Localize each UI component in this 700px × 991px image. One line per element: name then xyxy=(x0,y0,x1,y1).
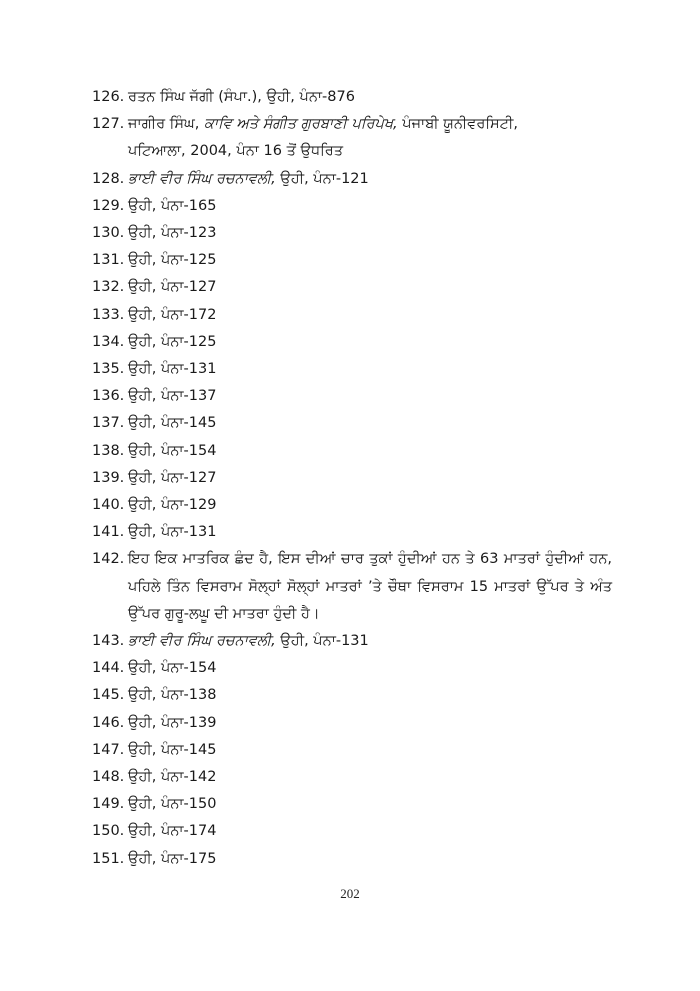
footnote-number: 138. xyxy=(92,442,125,459)
footnote-text: ਉਹੀ, ਪੰਨਾ-142 xyxy=(128,769,217,786)
footnote-item xyxy=(92,247,612,274)
footnote-number: 148. xyxy=(92,769,125,786)
footnote-text: ਉਹੀ, ਪੰਨਾ-172 xyxy=(128,306,217,323)
footnote-number: 130. xyxy=(92,225,125,242)
footnote-item xyxy=(92,764,612,791)
footnote-number: 136. xyxy=(92,388,125,405)
footnote-list xyxy=(92,84,612,873)
footnote-text: ਰਤਨ ਸਿੰਘ ਜੱਗੀ (ਸੰਪਾ.), ਉਹੀ, ਪੰਨਾ-876 xyxy=(128,89,355,105)
footnote-item xyxy=(92,818,612,845)
footnote-number: 131. xyxy=(92,252,125,269)
footnote-book-title: ਭਾਈ ਵੀਰ ਸਿੰਘ ਰਚਨਾਵਲੀ, xyxy=(128,633,276,650)
footnote-text: ਉਹੀ, ਪੰਨਾ-150 xyxy=(128,796,217,813)
footnote-text: ਉਹੀ, ਪੰਨਾ-129 xyxy=(128,497,217,514)
footnote-item xyxy=(92,465,612,492)
footnote-number: 147. xyxy=(92,741,125,758)
footnote-number: 137. xyxy=(92,415,125,432)
footnote-text: ਉਹੀ, ਪੰਨਾ-154 xyxy=(128,442,217,459)
footnote-text xyxy=(128,111,612,165)
footnote-item xyxy=(92,166,612,193)
footnote-item xyxy=(92,383,612,410)
footnote-item xyxy=(92,546,612,628)
footnote-number: 141. xyxy=(92,524,125,541)
footnote-text: ਉਹੀ, ਪੰਨਾ-165 xyxy=(128,197,217,214)
footnote-item xyxy=(92,220,612,247)
footnote-number: 135. xyxy=(92,361,125,378)
footnote-item xyxy=(92,628,612,655)
footnote-text: ਉਹੀ, ਪੰਨਾ-137 xyxy=(128,388,217,405)
footnote-text: ਉਹੀ, ਪੰਨਾ-125 xyxy=(128,333,217,350)
footnote-text: ਉਹੀ, ਪੰਨਾ-138 xyxy=(128,687,217,704)
footnote-text: ਉਹੀ, ਪੰਨਾ-127 xyxy=(128,279,217,296)
footnote-number: 150. xyxy=(92,823,125,840)
footnote-text: ਉਹੀ, ਪੰਨਾ-131 xyxy=(128,524,217,541)
footnote-continuation: ਪਟਿਆਲਾ, 2004, ਪੰਨਾ 16 ਤੋਂ ਉਧਰਿਤ xyxy=(128,143,344,160)
footnote-number: 127. xyxy=(92,116,125,133)
footnote-number: 146. xyxy=(92,714,125,731)
footnote-text: ਉਹੀ, ਪੰਨਾ-175 xyxy=(128,850,217,867)
footnote-number: 151. xyxy=(92,850,125,867)
footnote-number: 143. xyxy=(92,633,125,650)
footnote-number: 134. xyxy=(92,333,125,350)
footnote-item xyxy=(92,356,612,383)
footnote-item xyxy=(92,274,612,301)
footnote-number: 128. xyxy=(92,170,125,187)
footnote-number: 142. xyxy=(92,551,125,568)
footnote-number: 133. xyxy=(92,306,125,323)
footnote-item xyxy=(92,519,612,546)
footnote-text: ਉਹੀ, ਪੰਨਾ-127 xyxy=(128,469,217,486)
footnote-book-title: ਭਾਈ ਵੀਰ ਸਿੰਘ ਰਚਨਾਵਲੀ, xyxy=(128,170,276,187)
footnote-item xyxy=(92,84,612,111)
footnote-item xyxy=(92,655,612,682)
footnote-reference: ਉਹੀ, ਪੰਨਾ-121 xyxy=(275,170,369,187)
footnote-number: 145. xyxy=(92,687,125,704)
footnote-number: 139. xyxy=(92,469,125,486)
footnote-item xyxy=(92,111,612,165)
footnote-text: ਉਹੀ, ਪੰਨਾ-145 xyxy=(128,741,217,758)
footnote-number: 144. xyxy=(92,660,125,677)
footnote-item xyxy=(92,492,612,519)
footnote-text: ਉਹੀ, ਪੰਨਾ-174 xyxy=(128,823,217,840)
footnote-item xyxy=(92,410,612,437)
footnote-text: ਉਹੀ, ਪੰਨਾ-123 xyxy=(128,225,217,242)
footnote-number: 126. xyxy=(92,89,125,105)
footnote-publisher: ਪੰਜਾਬੀ ਯੂਨੀਵਰਸਿਟੀ, xyxy=(397,116,518,133)
footnote-reference: ਉਹੀ, ਪੰਨਾ-131 xyxy=(275,633,369,650)
footnote-text: ਇਹ ਇਕ ਮਾਤਰਿਕ ਛੰਦ ਹੈ, ਇਸ ਦੀਆਂ ਚਾਰ ਤੁਕਾਂ ਹੁੰਦੀਆਂ ਹਨ ਤੇ 63 ਮਾਤਰਾਂ ਹੁੰਦੀਆਂ ਹਨ, ਪਹਿਲੇ ਤਿੰਨ ਵਿਸਰਾਮ ਸੋਲ੍ਹਾਂ ਸੋਲ੍ਹਾਂ ਮਾਤਰਾਂ ’ਤੇ ਚੌਥਾ ਵਿਸਰਾਮ 15 ਮਾਤਰਾਂ ਉੱਪਰ ਤੇ ਅੰਤ ਉੱਪਰ ਗੁਰੂ-ਲਘੂ ਦੀ ਮਾਤਰਾ ਹੁੰਦੀ ਹੈ। xyxy=(128,551,612,622)
footnote-number: 149. xyxy=(92,796,125,813)
footnote-number: 129. xyxy=(92,197,125,214)
footnote-text xyxy=(128,628,612,655)
footnote-text: ਉਹੀ, ਪੰਨਾ-145 xyxy=(128,415,217,432)
footnote-item xyxy=(92,682,612,709)
footnote-item xyxy=(92,193,612,220)
footnote-item xyxy=(92,791,612,818)
footnote-number: 140. xyxy=(92,497,125,514)
footnote-book-title: ਕਾਵਿ ਅਤੇ ਸੰਗੀਤ ਗੁਰਬਾਣੀ ਪਰਿਪੇਖ, xyxy=(204,116,398,133)
footnote-item xyxy=(92,846,612,873)
footnote-text: ਉਹੀ, ਪੰਨਾ-125 xyxy=(128,252,217,269)
footnote-item xyxy=(92,710,612,737)
footnote-number: 132. xyxy=(92,279,125,296)
footnote-item xyxy=(92,329,612,356)
footnote-text: ਉਹੀ, ਪੰਨਾ-154 xyxy=(128,660,217,677)
footnote-author: ਜਾਗੀਰ ਸਿੰਘ, xyxy=(128,116,205,133)
footnote-text xyxy=(128,166,612,193)
footnote-text: ਉਹੀ, ਪੰਨਾ-139 xyxy=(128,714,217,731)
page-number: 202 xyxy=(340,886,360,901)
footnote-item xyxy=(92,438,612,465)
footnote-item xyxy=(92,302,612,329)
footnote-item xyxy=(92,737,612,764)
footnote-text: ਉਹੀ, ਪੰਨਾ-131 xyxy=(128,361,217,378)
